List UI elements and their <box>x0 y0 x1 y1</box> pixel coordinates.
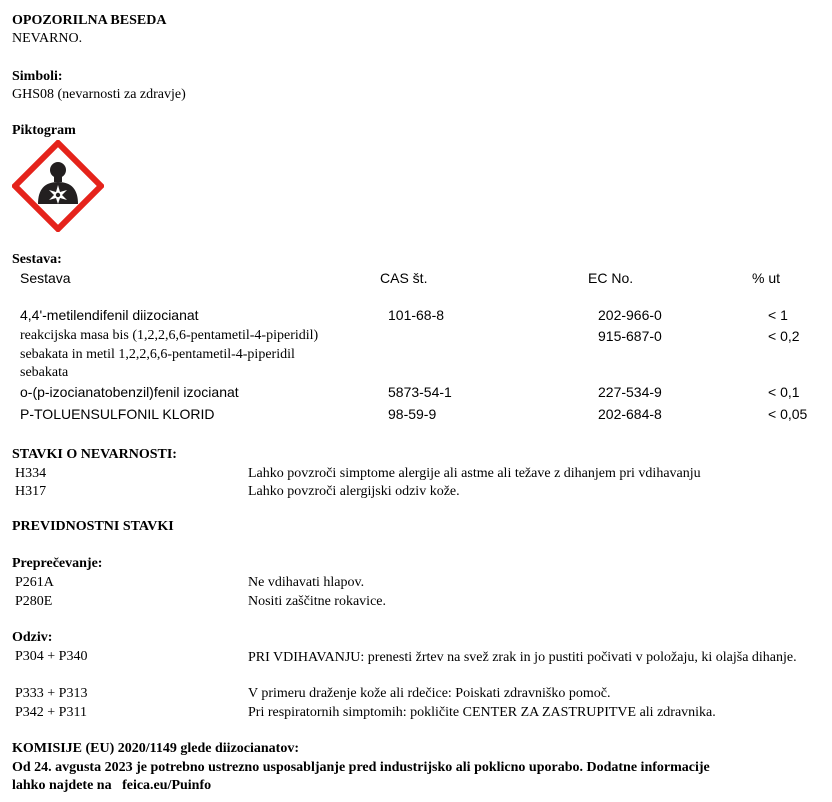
health-hazard-icon <box>12 140 104 232</box>
composition-col-ec: EC No. <box>588 270 634 286</box>
response-code: P304 + P340 <box>15 649 88 664</box>
response-heading: Odziv: <box>12 630 53 645</box>
table-row-ec: 202-966-0 <box>598 307 662 323</box>
table-row-pct: < 0,1 <box>768 384 800 400</box>
table-row-cas: 98-59-9 <box>388 406 437 422</box>
prevention-code: P280E <box>15 594 53 609</box>
table-row-pct: < 0,2 <box>768 328 800 344</box>
table-row-ec: 915-687-0 <box>598 328 662 344</box>
table-row-name: o-(p-izocianatobenzil)fenil izocianat <box>20 384 239 400</box>
feica-link[interactable]: feica.eu/Puinfo <box>122 778 212 793</box>
table-row-ec: 227-534-9 <box>598 384 662 400</box>
regulation-more-info-prefix: lahko najdete na <box>12 778 112 793</box>
prevention-text: Ne vdihavati hlapov. <box>248 575 365 590</box>
symbols-value: GHS08 (nevarnosti za zdravje) <box>12 87 186 102</box>
table-row-cas: 101-68-8 <box>388 307 445 323</box>
table-row-pct: < 1 <box>768 307 788 323</box>
response-code: P342 + P311 <box>15 705 87 720</box>
table-row-name: reakcijska masa bis (1,2,2,6,6-pentametil-4-piperidil) <box>20 328 319 343</box>
table-row-pct: < 0,05 <box>768 406 808 422</box>
prevention-text: Nositi zaščitne rokavice. <box>248 594 387 609</box>
hazard-code: H317 <box>15 484 47 499</box>
composition-col-name: Sestava <box>20 270 71 286</box>
pictogram-heading: Piktogram <box>12 123 76 138</box>
regulation-heading: KOMISIJE (EU) 2020/1149 glede diizocianatov: <box>12 741 299 756</box>
response-code: P333 + P313 <box>15 686 88 701</box>
composition-col-cas: CAS št. <box>380 270 428 286</box>
table-row-name-cont: sebakata in metil 1,2,2,6,6-pentametil-4-piperidil <box>20 347 295 362</box>
regulation-more-info <box>12 778 211 794</box>
response-text: Pri respiratornih simptomih: pokličite CENTER ZA ZASTRUPITVE ali zdravnika. <box>248 705 716 720</box>
table-row-name-cont: sebakata <box>20 365 69 380</box>
composition-col-pct: % ut <box>752 270 781 286</box>
prevention-code: P261A <box>15 575 54 590</box>
hazard-code: H334 <box>15 466 47 481</box>
hazard-text: Lahko povzroči simptome alergije ali astme ali težave z dihanjem pri vdihavanju <box>248 466 701 481</box>
signal-word-value: NEVARNO. <box>12 31 83 46</box>
hazard-text: Lahko povzroči alergijski odziv kože. <box>248 484 460 499</box>
composition-heading: Sestava: <box>12 252 62 267</box>
table-row-ec: 202-684-8 <box>598 406 662 422</box>
hazard-statements-heading: STAVKI O NEVARNOSTI: <box>12 447 177 462</box>
signal-word-heading: OPOZORILNA BESEDA <box>12 13 167 28</box>
precautionary-heading: PREVIDNOSTNI STAVKI <box>12 519 174 534</box>
table-row-name: 4,4'-metilendifenil diizocianat <box>20 307 199 323</box>
response-text: PRI VDIHAVANJU: prenesti žrtev na svež zrak in jo pustiti počivati v položaju, ki olajša dihanje. <box>248 650 797 665</box>
regulation-text: Od 24. avgusta 2023 je potrebno ustrezno usposabljanje pred industrijsko ali poklicno uporabo. Dodatne informacije <box>12 760 710 775</box>
table-row-name: P-TOLUENSULFONIL KLORID <box>20 406 215 422</box>
response-text: V primeru draženje kože ali rdečice: Poiskati zdravniško pomoč. <box>248 686 611 701</box>
symbols-heading: Simboli: <box>12 69 63 84</box>
prevention-heading: Preprečevanje: <box>12 556 103 571</box>
table-row-cas: 5873-54-1 <box>388 384 452 400</box>
